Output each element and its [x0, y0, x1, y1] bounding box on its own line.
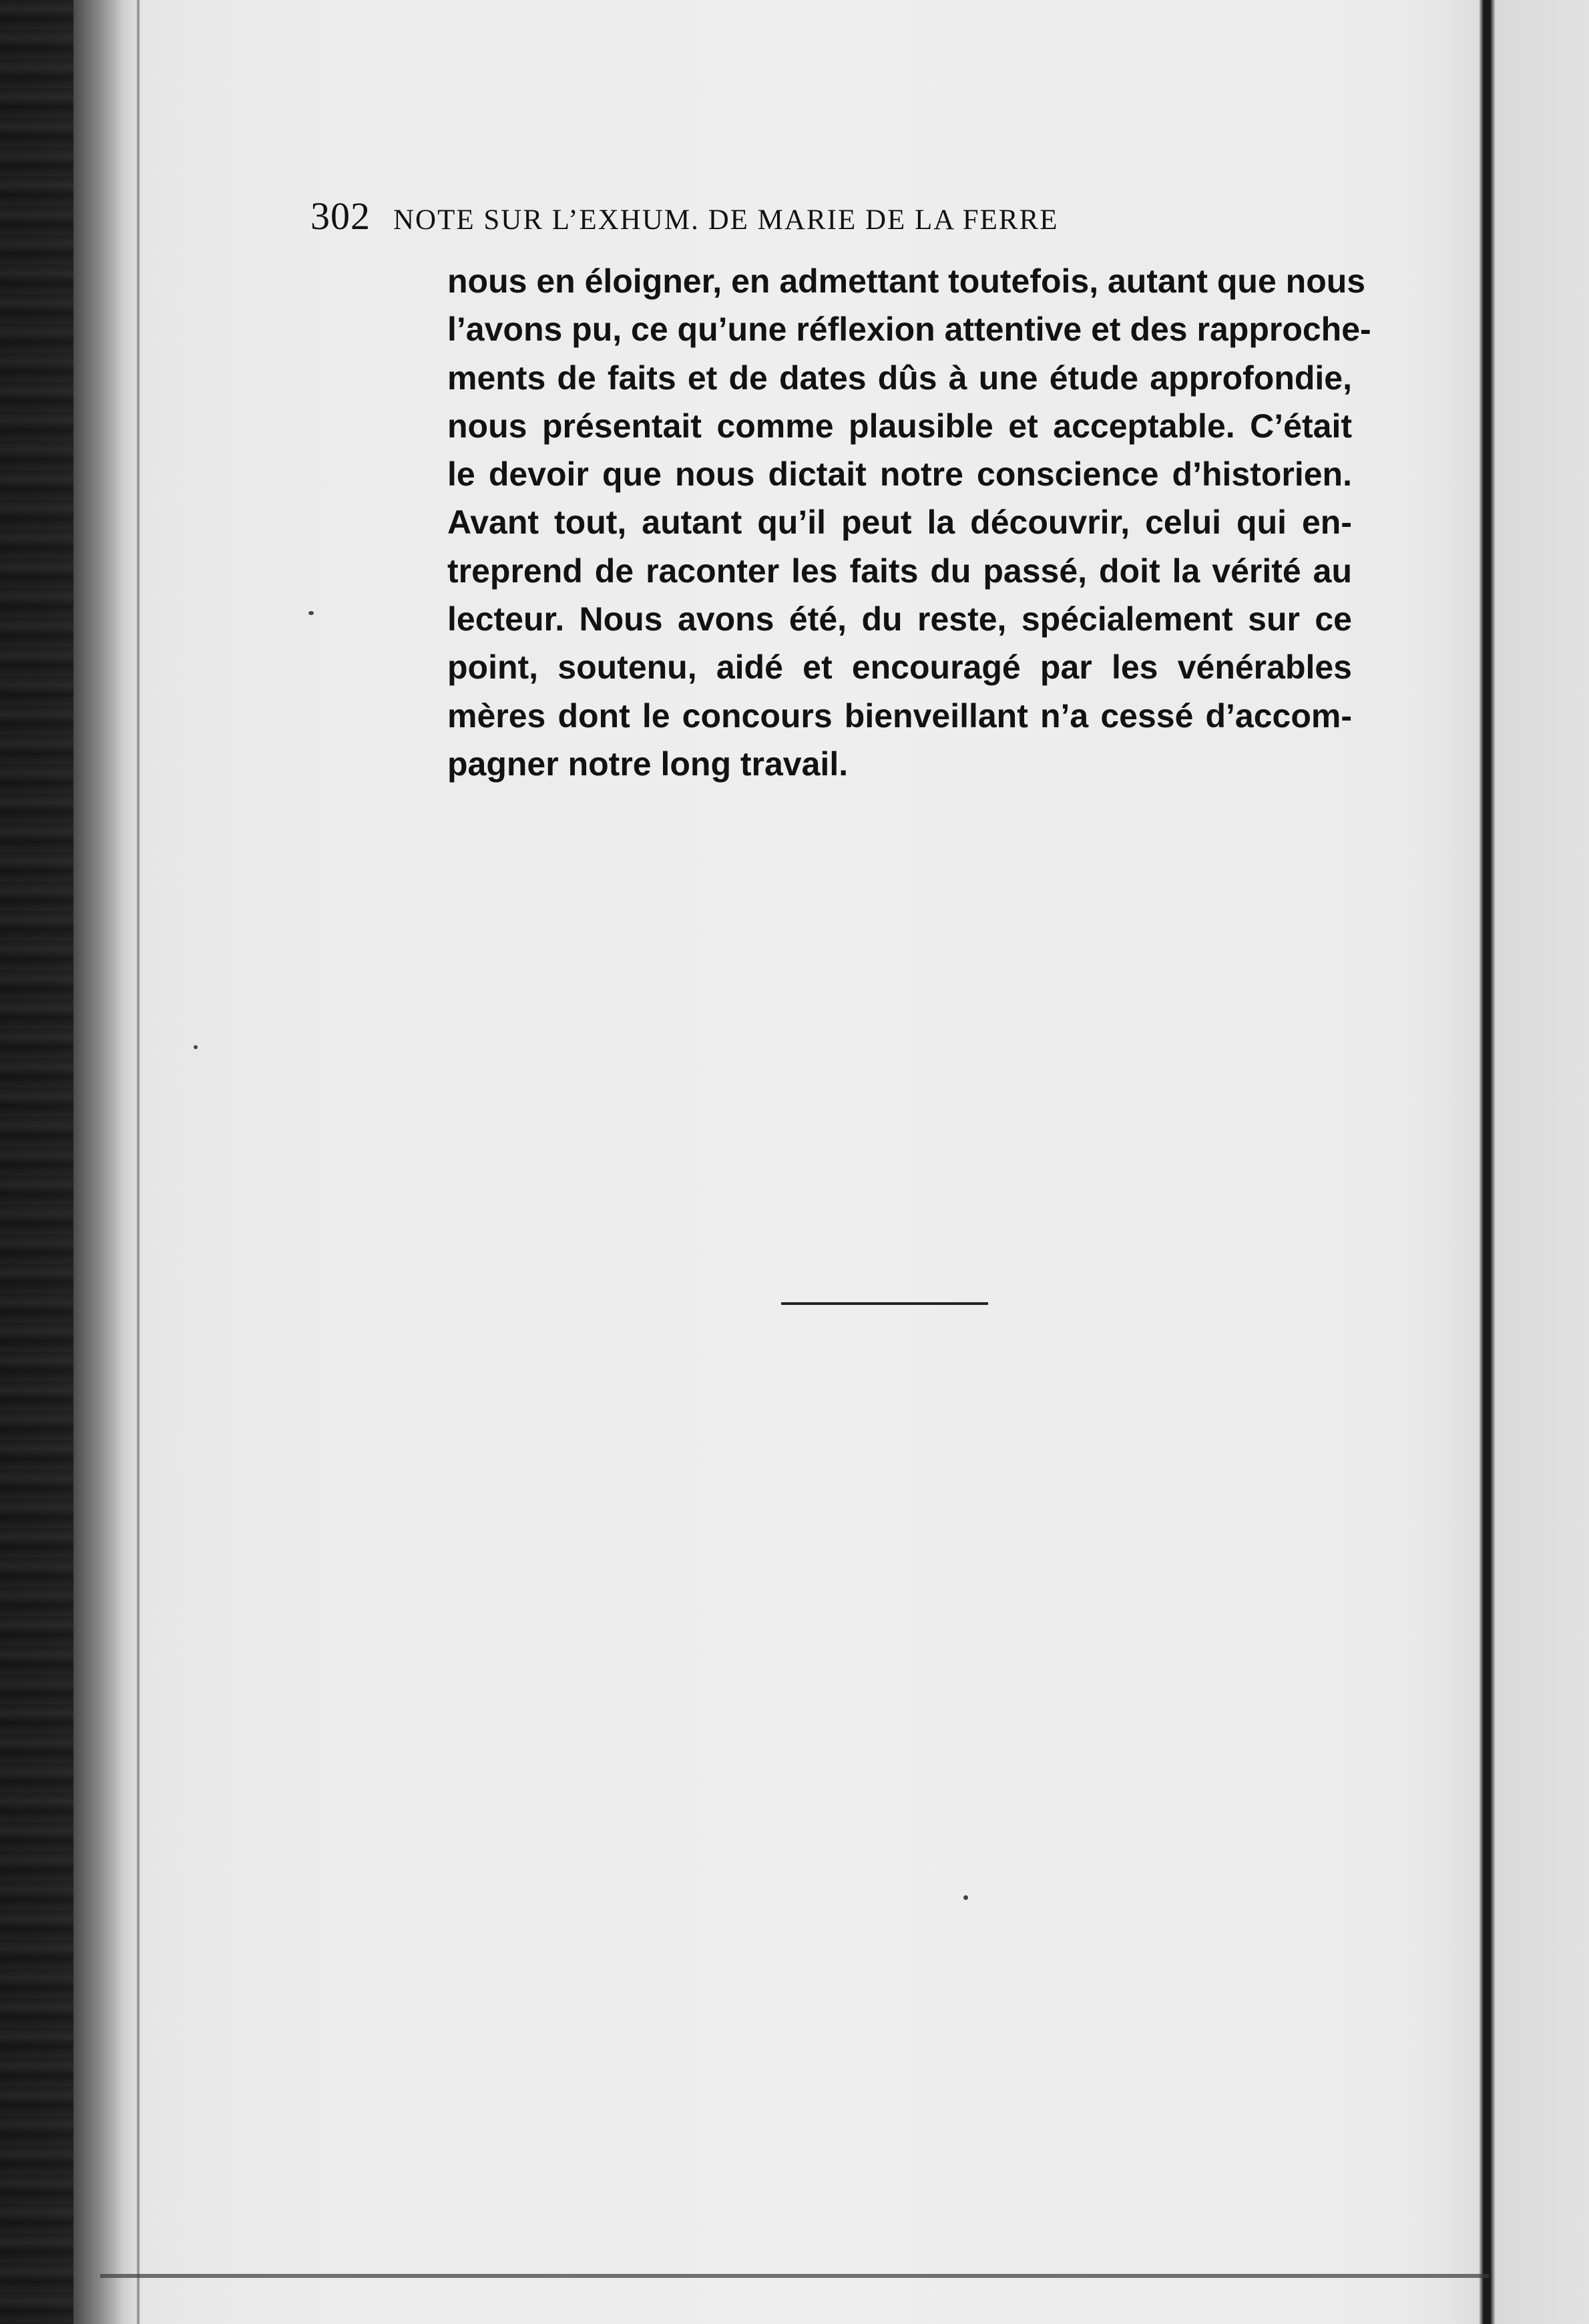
- page-header: [310, 194, 1359, 238]
- text-line: ments de faits et de dates dûs à une étude approfondie,: [447, 359, 1352, 397]
- body-paragraph: [447, 257, 1371, 788]
- print-speck: [308, 611, 314, 615]
- text-line: Avant tout, autant qu’il peut la découvrir, celui qui en-: [447, 504, 1352, 542]
- section-end-rule: [781, 1302, 988, 1305]
- text-line: pagner notre long travail.: [447, 745, 849, 783]
- print-speck: [194, 1045, 198, 1049]
- page-bottom-edge: [100, 2274, 1489, 2278]
- text-line: point, soutenu, aidé et encouragé par les vénérables: [447, 648, 1352, 687]
- text-line: mères dont le concours bienveillant n’a cessé d’accom-: [447, 697, 1352, 735]
- text-line: lecteur. Nous avons été, du reste, spécialement sur ce: [447, 600, 1352, 638]
- page-margin-line: [137, 0, 140, 2324]
- page-number: 302: [310, 194, 371, 238]
- text-line: treprend de raconter les faits du passé, doit la vérité au: [447, 552, 1352, 590]
- text-line: nous présentait comme plausible et acceptable. C’était: [447, 407, 1352, 445]
- book-binding-edge: [0, 0, 73, 2324]
- print-speck: [963, 1895, 968, 1900]
- running-title: NOTE SUR L’EXHUM. DE MARIE DE LA FERRE: [393, 204, 1059, 236]
- text-line: le devoir que nous dictait notre conscience d’historien.: [447, 455, 1352, 494]
- text-line: l’avons pu, ce qu’une réflexion attentive et des rapproche-: [447, 311, 1371, 349]
- text-line: nous en éloigner, en admettant toutefois, autant que nous: [447, 262, 1366, 300]
